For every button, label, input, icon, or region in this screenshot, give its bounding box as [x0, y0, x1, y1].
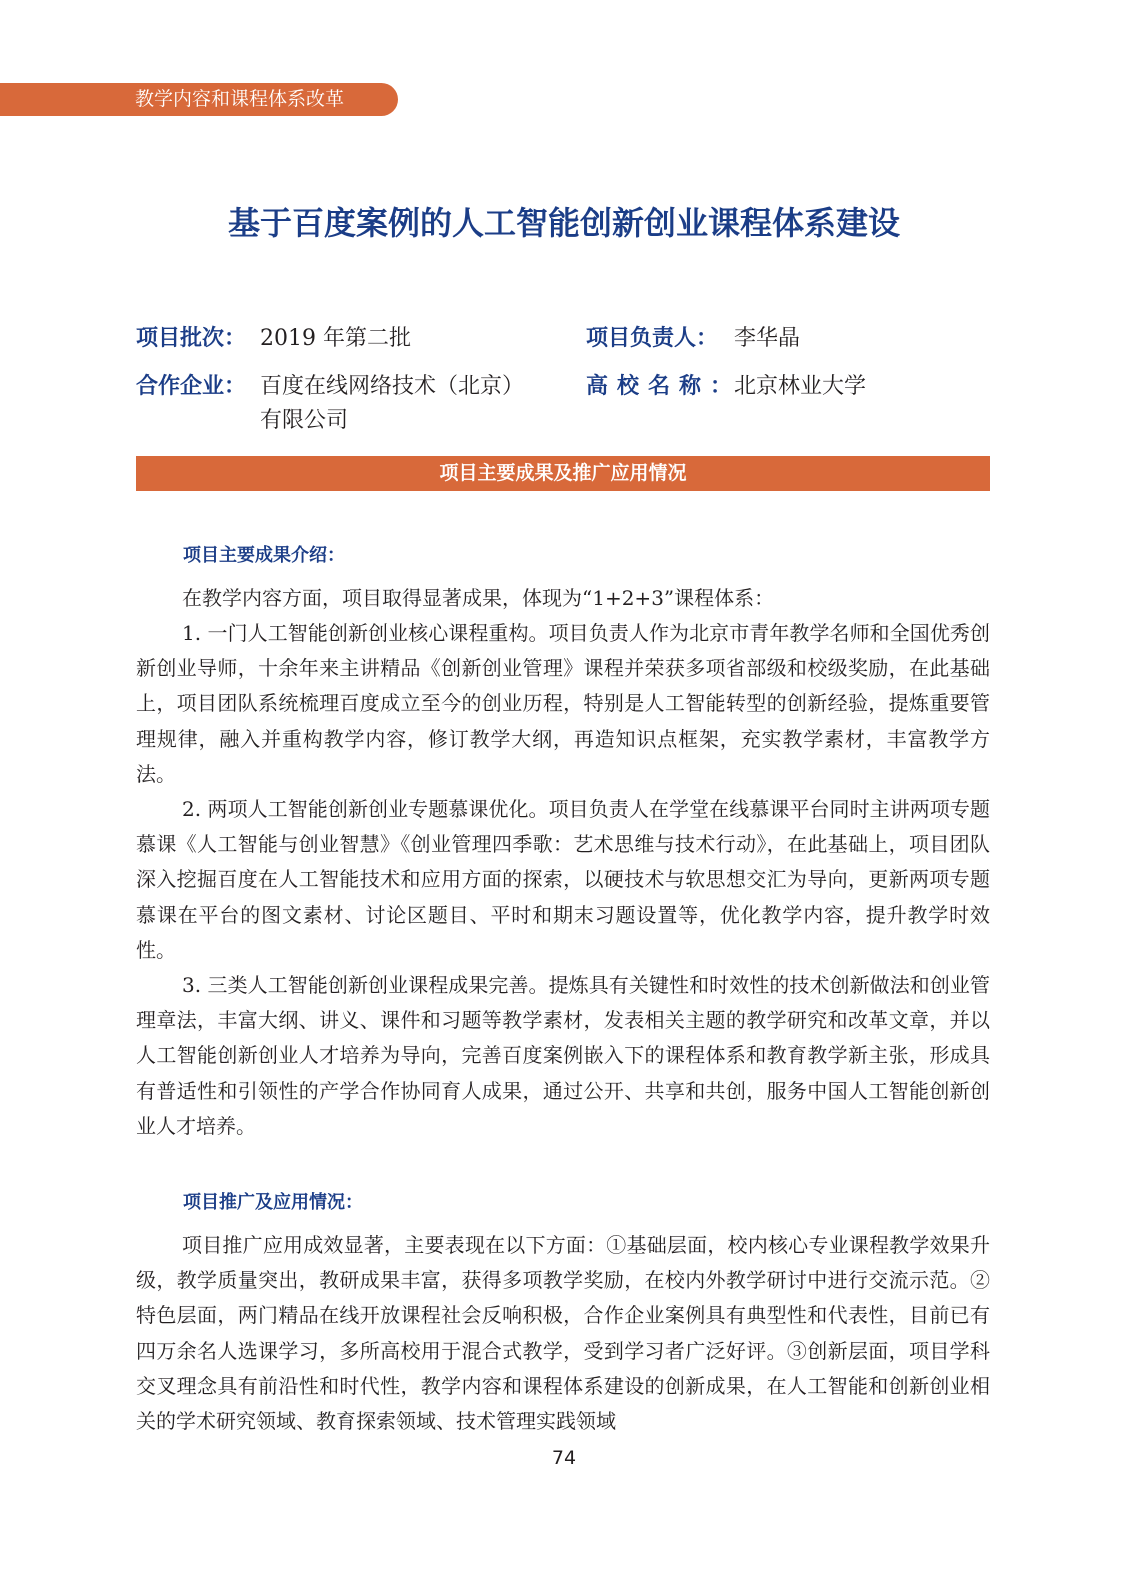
page-number: 74 — [551, 1447, 577, 1469]
batch-label: 项目批次： — [136, 326, 247, 351]
school-label: 高校名称： — [586, 374, 742, 399]
page-title: 基于百度案例的人工智能创新创业课程体系建设 — [227, 204, 900, 242]
company-value-line2: 有限公司 — [260, 408, 349, 433]
results-paragraph-1: 1. 一门人工智能创新创业核心课程重构。项目负责人作为北京市青年教学名师和全国优秀创新创业导师，十余年来主讲精品《创新创业管理》课程并荣获多项省部级和校级奖励，在此基础上，项目团队系统梳理百度成立至今的创业历程，特别是人工智能转型的创新经验，提炼重要管理规律，融入并重构教学内容，修订教学大纲，再造知识点框架，充实教学素材，丰富教学方法。 — [136, 621, 990, 786]
company-label: 合作企业： — [136, 374, 247, 399]
promotion-paragraph: 项目推广应用成效显著，主要表现在以下方面：①基础层面，校内核心专业课程教学效果升级，教学质量突出，教研成果丰富，获得多项教学奖励，在校内外教学研讨中进行交流示范。②特色层面，两门精品在线开放课程社会反响积极，合作企业案例具有典型性和代表性，目前已有四万余名人选课学习，多所高校用于混合式教学，受到学习者广泛好评。③创新层面，项目学科交叉理念具有前沿性和时代性，教学内容和课程体系建设的创新成果，在人工智能和创新创业相关的学术研究领域、教育探索领域、技术管理实践领域 — [136, 1233, 990, 1434]
school-value: 北京林业大学 — [734, 374, 867, 399]
results-heading: 项目主要成果介绍： — [183, 545, 345, 566]
section-heading-bar: 项目主要成果及推广应用情况 — [136, 456, 990, 491]
section-label-tab: 教学内容和课程体系改革 — [0, 83, 398, 116]
company-value-line1: 百度在线网络技术（北京） — [260, 374, 525, 399]
leader-label: 项目负责人： — [586, 326, 719, 351]
batch-value: 2019 年第二批 — [260, 326, 411, 351]
results-paragraph-3: 3. 三类人工智能创新创业课程成果完善。提炼具有关键性和时效性的技术创新做法和创业管理章法，丰富大纲、讲义、课件和习题等教学素材，发表相关主题的教学研究和改革文章，并以人工智能创新创业人才培养为导向，完善百度案例嵌入下的课程体系和教育教学新主张，形成具有普适性和引领性的产学合作协同育人成果，通过公开、共享和共创，服务中国人工智能创新创业人才培养。 — [136, 973, 990, 1138]
results-intro-paragraph: 在教学内容方面，项目取得显著成果，体现为“1+2+3”课程体系： — [182, 586, 775, 610]
results-paragraph-2: 2. 两项人工智能创新创业专题慕课优化。项目负责人在学堂在线慕课平台同时主讲两项专题慕课《人工智能与创业智慧》《创业管理四季歌：艺术思维与技术行动》，在此基础上，项目团队深入挖掘百度在人工智能技术和应用方面的探索，以硬技术与软思想交汇为导向，更新两项专题慕课在平台的图文素材、讨论区题目、平时和期末习题设置等，优化教学内容，提升教学时效性。 — [136, 797, 990, 962]
promotion-heading: 项目推广及应用情况： — [183, 1192, 363, 1213]
leader-value: 李华晶 — [734, 326, 801, 351]
